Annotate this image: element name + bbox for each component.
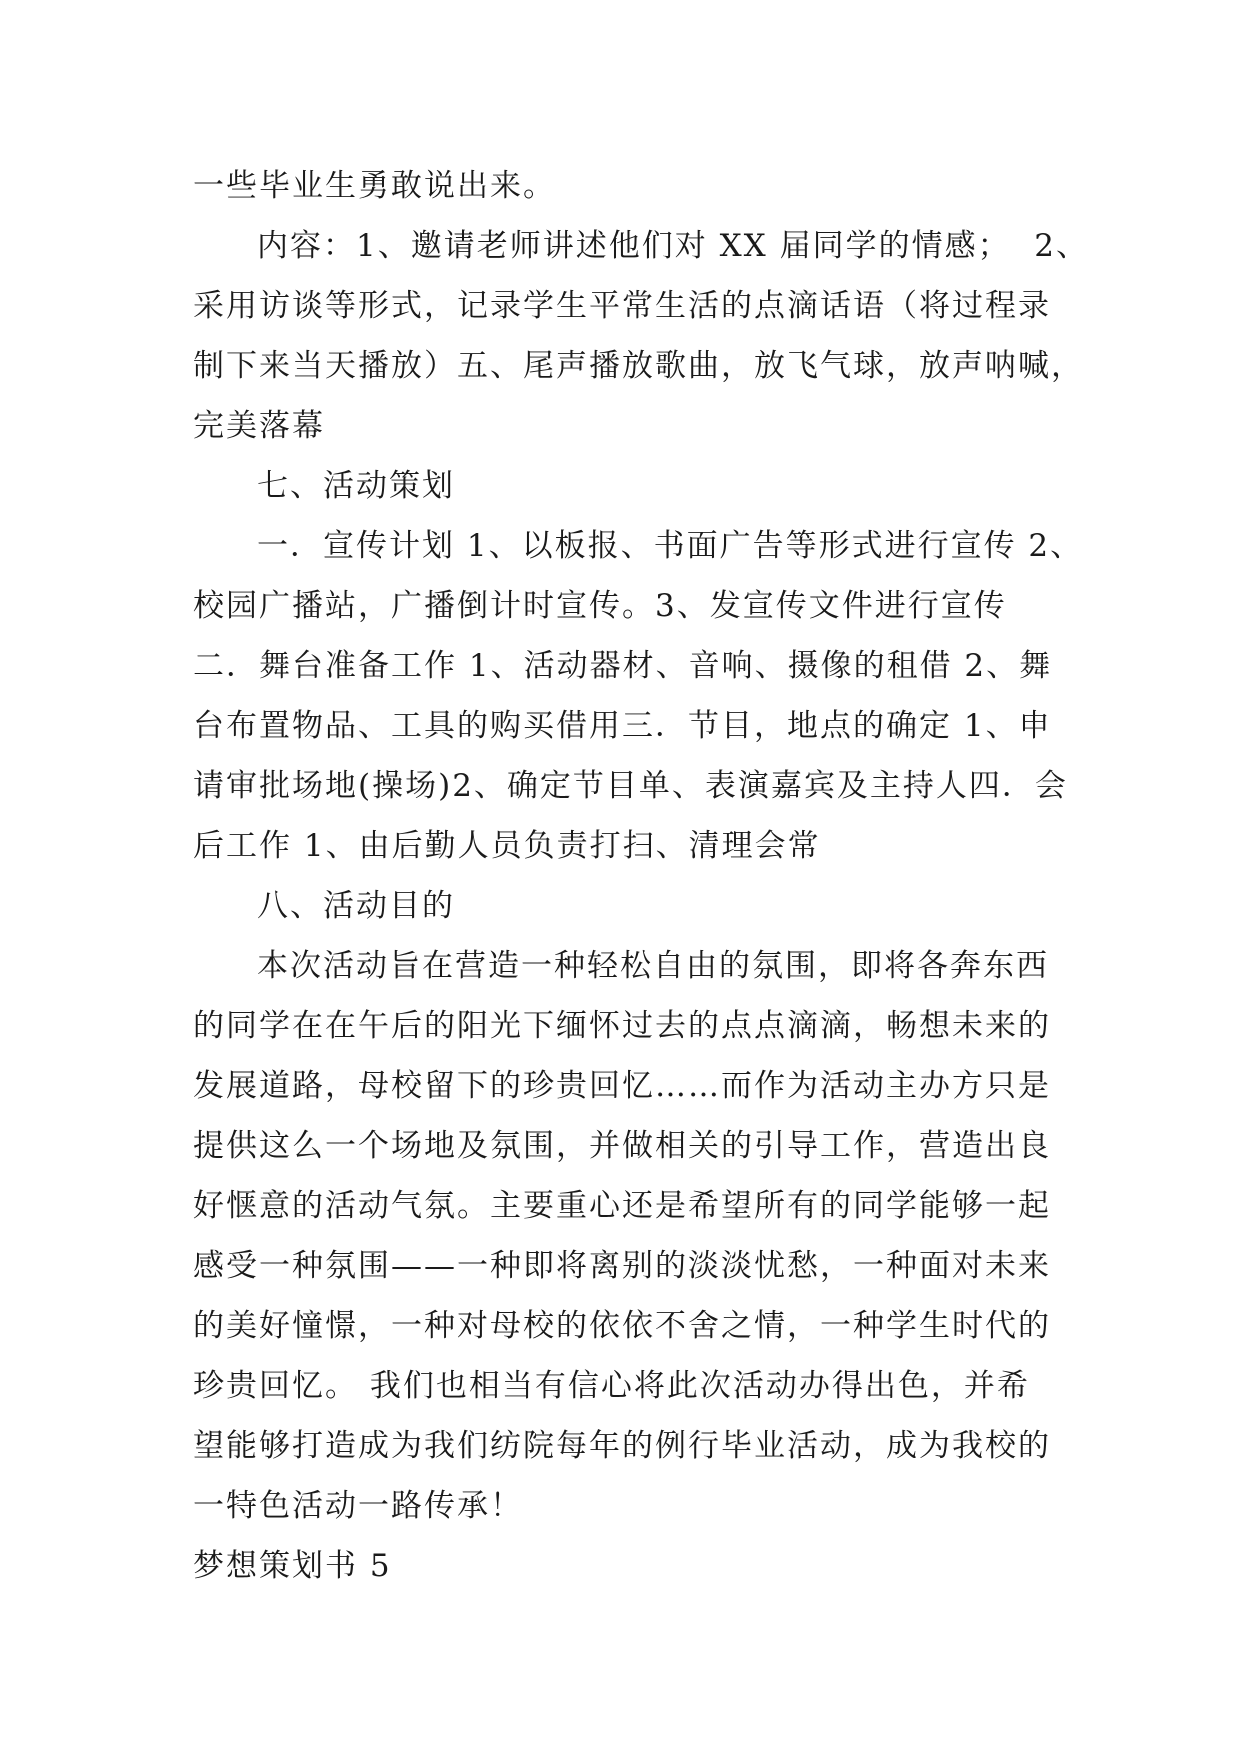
text-line: 采用访谈等形式，记录学生平常生活的点滴话语（将过程录 (193, 288, 1051, 324)
text-line: 的美好憧憬，一种对母校的依依不舍之情，一种学生时代的 (193, 1308, 1051, 1344)
text-line: 提供这么一个场地及氛围，并做相关的引导工作，营造出良 (193, 1128, 1051, 1164)
text-line: 珍贵回忆。 我们也相当有信心将此次活动办得出色，并希 (193, 1368, 1030, 1404)
text-line: 后工作 1、由后勤人员负责打扫、清理会常 (193, 828, 821, 864)
text-line: 请审批场地(操场)2、确定节目单、表演嘉宾及主持人四．会 (193, 768, 1068, 804)
section-heading: 七、活动策划 (257, 468, 455, 504)
text-line: 内容：1、邀请老师讲述他们对 XX 届同学的情感； 2、 (257, 228, 1089, 264)
text-line: 感受一种氛围——一种即将离别的淡淡忧愁，一种面对未来 (193, 1248, 1051, 1284)
text-line: 好惬意的活动气氛。主要重心还是希望所有的同学能够一起 (193, 1188, 1051, 1224)
text-line: 本次活动旨在营造一种轻松自由的氛围，即将各奔东西 (257, 948, 1049, 984)
text-line: 一特色活动一路传承！ (193, 1488, 523, 1524)
text-line: 一．宣传计划 1、以板报、书面广告等形式进行宣传 2、 (257, 528, 1084, 564)
section-heading: 八、活动目的 (257, 888, 455, 924)
text-line: 一些毕业生勇敢说出来。 (193, 168, 556, 204)
document-title: 梦想策划书 5 (193, 1548, 392, 1584)
text-line: 望能够打造成为我们纺院每年的例行毕业活动，成为我校的 (193, 1428, 1051, 1464)
text-line: 二．舞台准备工作 1、活动器材、音响、摄像的租借 2、舞 (193, 648, 1053, 684)
text-line: 台布置物品、工具的购买借用三．节目，地点的确定 1、申 (193, 708, 1052, 744)
text-line: 发展道路，母校留下的珍贵回忆……而作为活动主办方只是 (193, 1068, 1051, 1104)
text-line: 制下来当天播放）五、尾声播放歌曲，放飞气球，放声呐喊， (193, 348, 1084, 384)
text-line: 的同学在在午后的阳光下缅怀过去的点点滴滴，畅想未来的 (193, 1008, 1051, 1044)
text-line: 完美落幕 (193, 408, 325, 444)
document-body (193, 156, 1089, 1596)
text-line: 校园广播站，广播倒计时宣传。3、发宣传文件进行宣传 (193, 588, 1007, 624)
